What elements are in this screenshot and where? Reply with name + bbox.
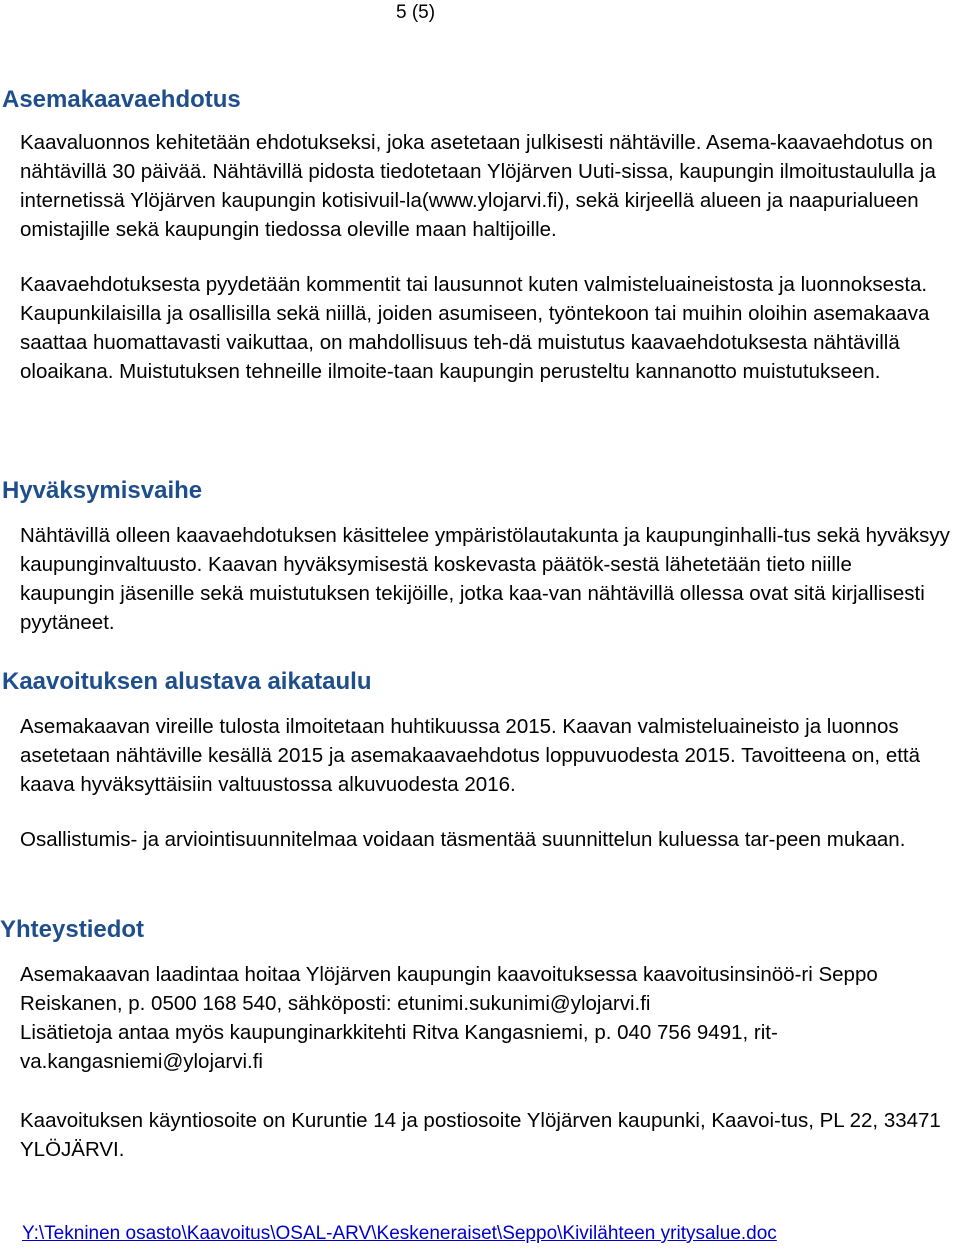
paragraph: Osallistumis- ja arviointisuunnitelmaa voidaan täsmentää suunnittelun kuluessa tar-peen mukaan. xyxy=(20,828,906,851)
paragraph: Kaavoituksen käyntiosoite on Kuruntie 14 ja postiosoite Ylöjärven kaupunki, Kaavoi-tus, PL 22, 33471 YLÖJÄRVI. xyxy=(20,1109,941,1161)
section-heading: Hyväksymisvaihe xyxy=(2,477,203,504)
section-yhteystiedot xyxy=(0,916,960,1164)
paragraph: Lisätietoja antaa myös kaupunginarkkitehti Ritva Kangasniemi, p. 040 756 9491, rit-va.kangasniemi@ylojarvi.fi xyxy=(20,1021,778,1073)
page-number: 5 (5) xyxy=(396,2,436,23)
section-body xyxy=(20,521,952,637)
footer-file-path[interactable]: Y:\Tekninen osasto\Kaavoitus\OSAL-ARV\Keskeneraiset\Seppo\Kivilähteen yritysalue.doc xyxy=(22,1223,777,1244)
section-heading: Kaavoituksen alustava aikataulu xyxy=(2,668,372,695)
section-body xyxy=(20,128,952,386)
section-asemakaavaehdotus xyxy=(0,86,960,386)
section-heading: Yhteystiedot xyxy=(0,916,145,943)
paragraph: Nähtävillä olleen kaavaehdotuksen käsittelee ympäristölautakunta ja kaupunginhalli-tus sekä hyväksyy kaupunginvaltuusto. Kaavan hyväksymisestä koskevasta päätök-sestä lähetetään tieto niille kaupungin jäsenille sekä muistutuksen tekijöille, jotka kaa-van nähtävillä ollessa ovat sitä kirjallisesti pyytäneet. xyxy=(20,524,950,634)
paragraph: Asemakaavan vireille tulosta ilmoitetaan huhtikuussa 2015. Kaavan valmisteluaineisto ja luonnos asetetaan nähtäville kesällä 2015 ja asemakaavaehdotus loppuvuodesta 2015. Tavoitteena on, että kaava hyväksyttäisiin valtuustossa alkuvuodesta 2016. xyxy=(20,715,921,796)
section-aikataulu xyxy=(0,668,960,854)
section-hyvaksymisvaihe xyxy=(0,477,960,637)
paragraph: Kaavaehdotuksesta pyydetään kommentit tai lausunnot kuten valmisteluaineistosta ja luonnoksesta. Kaupunkilaisilla ja osallisilla sekä niillä, joiden asumiseen, työntekoon tai muihin oloihin asemakaava saattaa huomattavasti vaikuttaa, on mahdollisuus teh-dä muistutus kaavaehdotuksesta nähtävillä oloaikana. Muistutuksen tehneille ilmoite-taan kaupungin perusteltu kannanotto muistutukseen. xyxy=(20,273,930,383)
section-heading: Asemakaavaehdotus xyxy=(2,86,241,113)
paragraph: Kaavaluonnos kehitetään ehdotukseksi, joka asetetaan julkisesti nähtäville. Asema-kaavaehdotus on nähtävillä 30 päivää. Nähtävillä pidosta tiedotetaan Ylöjärven Uuti-sissa, kaupungin ilmoitustaululla ja internetissä Ylöjärven kaupungin kotisivuil-la(www.ylojarvi.fi), sekä kirjeellä alueen ja naapurialueen omistajille sekä kaupungin tiedossa oleville maan haltijoille. xyxy=(20,131,936,241)
paragraph: Asemakaavan laadintaa hoitaa Ylöjärven kaupungin kaavoituksessa kaavoitusinsinöö-ri Seppo Reiskanen, p. 0500 168 540, sähköposti: etunimi.sukunimi@ylojarvi.fi xyxy=(20,963,878,1015)
section-body xyxy=(20,712,952,854)
section-body xyxy=(20,960,952,1164)
